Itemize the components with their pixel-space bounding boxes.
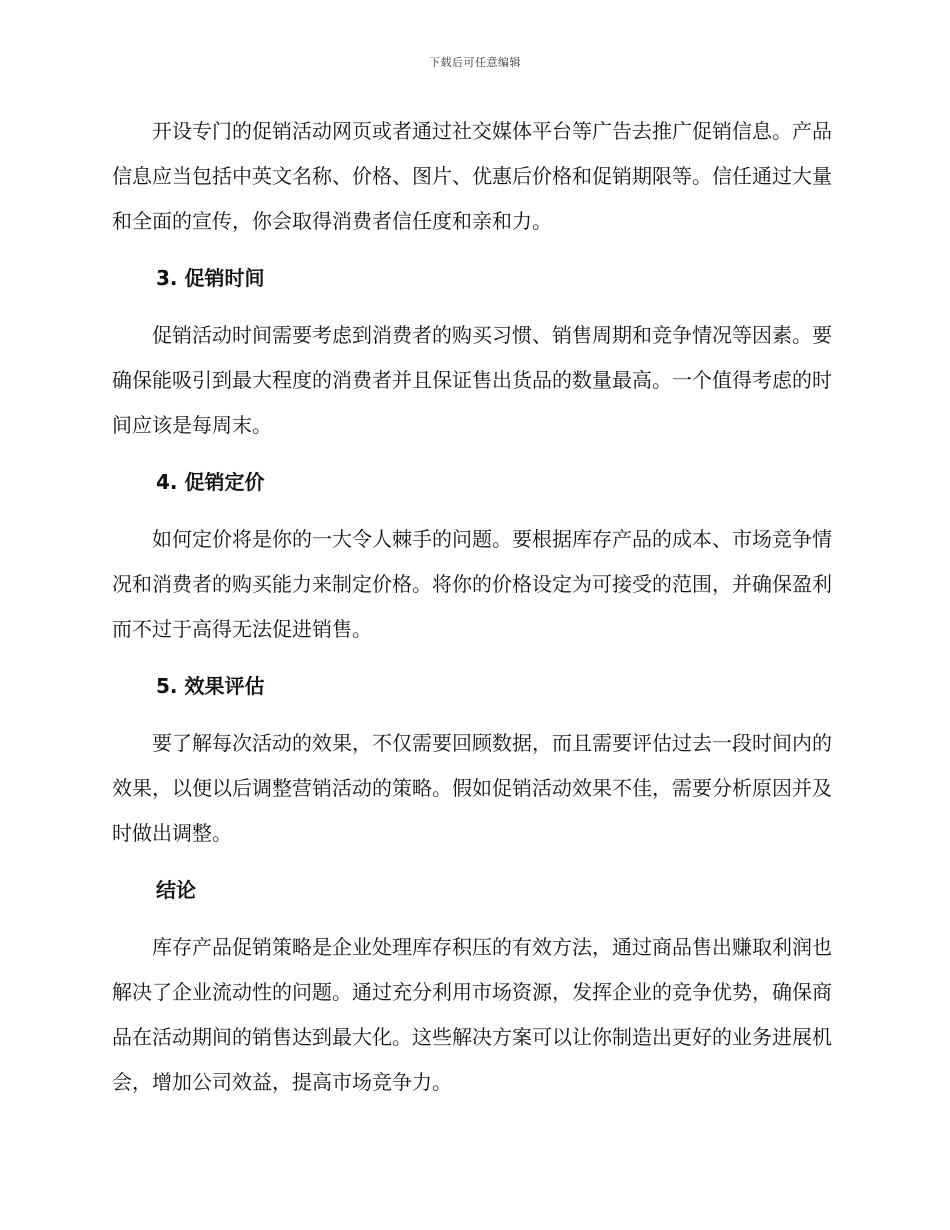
document-body — [112, 109, 832, 1105]
paragraph-promotion-timing: 促销活动时间需要考虑到消费者的购买习惯、销售周期和竞争情况等因素。要确保能吸引到最大程度的消费者并且保证售出货品的数量最高。一个值得考虑的时间应该是每周末。 — [112, 323, 832, 437]
heading-effect-evaluation: 5. 效果评估 — [156, 674, 265, 698]
paragraph-effect-evaluation: 要了解每次活动的效果，不仅需要回顾数据，而且需要评估过去一段时间内的效果，以便以后调整营销活动的策略。假如促销活动效果不佳，需要分析原因并及时做出调整。 — [112, 731, 832, 845]
heading-promotion-timing: 3. 促销时间 — [156, 266, 265, 290]
paragraph-promotion-channels: 开设专门的促销活动网页或者通过社交媒体平台等广告去推广促销信息。产品信息应当包括中英文名称、价格、图片、优惠后价格和促销期限等。信任通过大量和全面的宣传，你会取得消费者信任度和亲和力。 — [112, 119, 832, 233]
heading-conclusion: 结论 — [156, 878, 196, 902]
paragraph-promotion-pricing: 如何定价将是你的一大令人棘手的问题。要根据库存产品的成本、市场竞争情况和消费者的购买能力来制定价格。将你的价格设定为可接受的范围，并确保盈利而不过于高得无法促进销售。 — [112, 527, 832, 641]
heading-promotion-pricing: 4. 促销定价 — [156, 470, 265, 494]
page-header-note: 下载后可任意编辑 — [429, 56, 521, 69]
paragraph-conclusion: 库存产品促销策略是企业处理库存积压的有效方法，通过商品售出赚取利润也解决了企业流动性的问题。通过充分利用市场资源，发挥企业的竞争优势，确保商品在活动期间的销售达到最大化。这些解决方案可以让你制造出更好的业务进展机会，增加公司效益，提高市场竞争力。 — [112, 935, 832, 1094]
